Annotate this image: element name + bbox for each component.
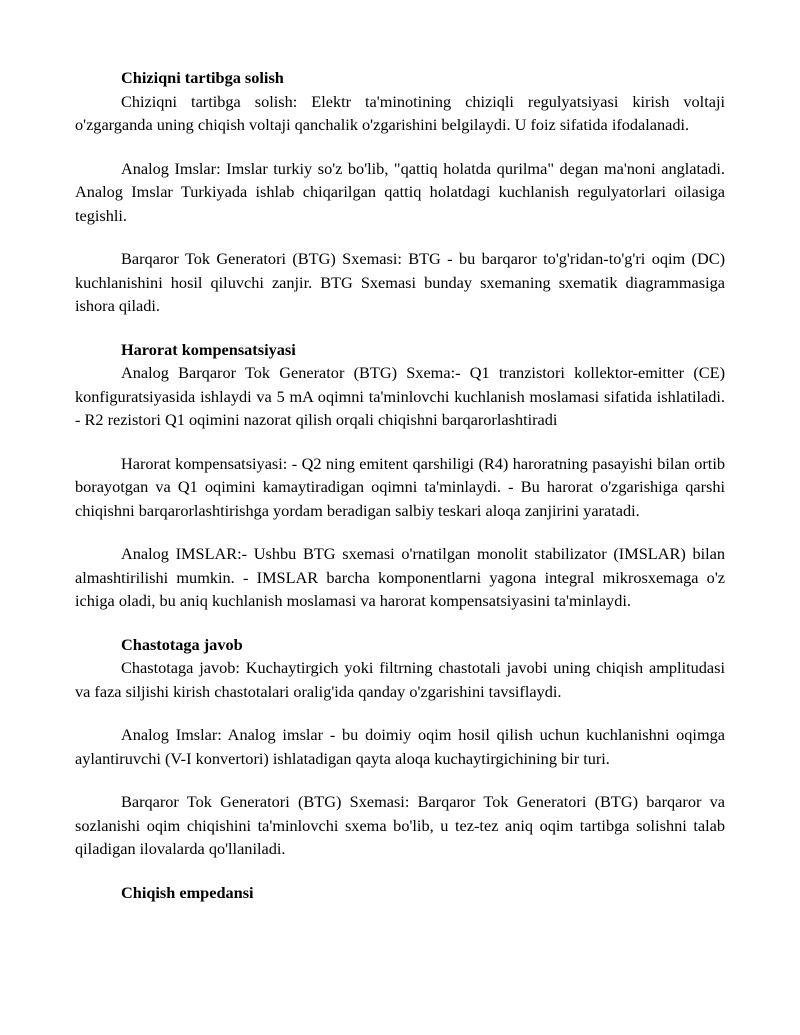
section-line-regulation bbox=[75, 66, 725, 318]
paragraph: Analog Imslar: Imslar turkiy so'z bo'lib, "qattiq holatda qurilma" degan ma'noni anglatadi. Analog Imslar Turkiyada ishlab chiqarilgan qattiq holatdagi kuchlanish regulyatorlari oilasiga tegishli. bbox=[75, 158, 725, 225]
paragraph: Barqaror Tok Generatori (BTG) Sxemasi: BTG - bu barqaror to'g'ridan-to'g'ri oqim (DC) kuchlanishini hosil qiluvchi zanjir. BTG Sxemasi bunday sxemaning sxematik diagrammasiga ishora qiladi. bbox=[75, 249, 725, 315]
paragraph: Chiziqni tartibga solish: Elektr ta'minotining chiziqli regulyatsiyasi kirish voltaji o'zgarganda uning chiqish voltaji qanchalik o'zgarishini belgilaydi. U foiz sifatida ifodalanadi. bbox=[75, 91, 725, 134]
paragraph: Analog IMSLAR:- Ushbu BTG sxemasi o'rnatilgan monolit stabilizator (IMSLAR) bilan almashtirilishi mumkin. - IMSLAR barcha komponentlarni yagona integral mikrosxemaga o'z ichiga oladi, bu aniq kuchlanish moslamasi va harorat kompensatsiyasini ta'minlaydi. bbox=[75, 544, 725, 610]
section-frequency-response bbox=[75, 633, 725, 861]
section-heading: Harorat kompensatsiyasi bbox=[121, 339, 296, 359]
paragraph: Harorat kompensatsiyasi: - Q2 ning emitent qarshiligi (R4) haroratning pasayishi bilan ortib borayotgan va Q1 oqimini kamaytiradigan oqimni ta'minlaydi. - Bu harorat o'zgarishiga qarshi chiqishni barqarorlashtirishga yordam beradigan salbiy teskari aloqa zanjirini yaratadi. bbox=[75, 453, 725, 520]
section-output-impedance bbox=[75, 881, 725, 905]
paragraph: Analog Imslar: Analog imslar - bu doimiy oqim hosil qilish uchun kuchlanishni oqimga aylantiruvchi (V-I konvertori) ishlatadigan qayta aloqa kuchaytirgichining bir turi. bbox=[75, 725, 725, 768]
paragraph: Chastotaga javob: Kuchaytirgich yoki filtrning chastotali javobi uning chiqish amplitudasi va faza siljishi kirish chastotalari oralig'ida qanday o'zgarishini tavsiflaydi. bbox=[75, 658, 725, 701]
paragraph: Barqaror Tok Generatori (BTG) Sxemasi: Barqaror Tok Generatori (BTG) barqaror va sozlanishi oqim chiqishini ta'minlovchi sxema bo'lib, u tez-tez aniq oqim tartibga solishni talab qiladigan ilovalarda qo'llaniladi. bbox=[75, 792, 725, 858]
section-heading: Chiqish empedansi bbox=[121, 882, 254, 902]
section-heading: Chastotaga javob bbox=[121, 634, 243, 654]
paragraph: Analog Barqaror Tok Generator (BTG) Sxema:- Q1 tranzistori kollektor-emitter (CE) konfiguratsiyasida ishlaydi va 5 mA oqimni ta'minlovchi kuchlanish moslamasi sifatida ishlatiladi. - R2 rezistori Q1 oqimini nazorat qilish orqali chiqishni barqarorlashtiradi bbox=[75, 363, 725, 429]
section-heading: Chiziqni tartibga solish bbox=[121, 68, 284, 87]
section-temperature-compensation bbox=[75, 338, 725, 613]
